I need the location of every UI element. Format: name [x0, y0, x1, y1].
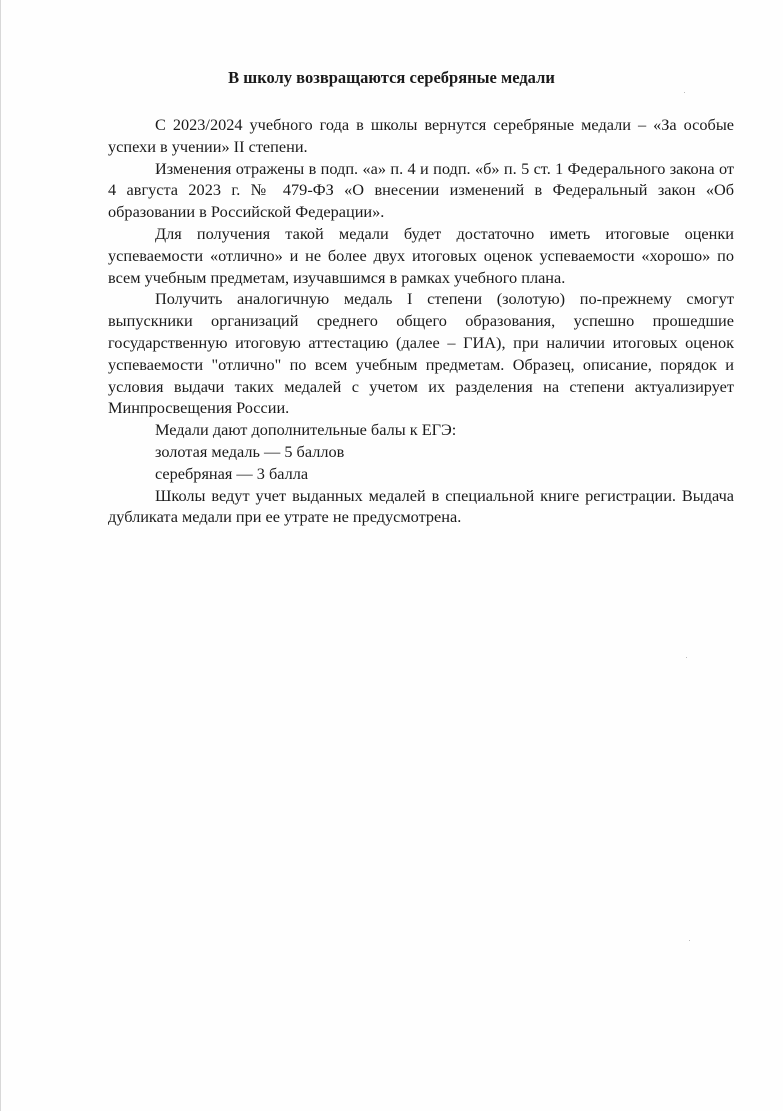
- paragraph-gold-requirements: Получить аналогичную медаль I степени (золотую) по-прежнему смогут выпускники организаций среднего общего образования, успешно прошедшие государственную итоговую аттестацию (далее – ГИА), при наличии итоговых оценок успеваемости "отлично" по всем учебным предметам. Образец, описание, порядок и условия выдачи таких медалей с учетом их разделения на степени актуализирует Минпросвещения России.: [108, 289, 734, 418]
- paragraph-extra-points: Медали дают дополнительные балы к ЕГЭ:: [155, 420, 457, 440]
- scan-speck: [686, 657, 687, 658]
- paragraph-law-reference: Изменения отражены в подп. «а» п. 4 и подп. «б» п. 5 ст. 1 Федерального закона от 4 августа 2023 г. № 479-ФЗ «О внесении изменений в Федеральный закон «Об образовании в Российской Федерации».: [108, 158, 734, 222]
- document-title: В школу возвращаются серебряные медали: [228, 68, 555, 87]
- paragraph-silver-medals-return: С 2023/2024 учебного года в школы вернутся серебряные медали – «За особые успехи в учении» II степени.: [108, 115, 734, 156]
- scan-speck: [684, 92, 685, 93]
- paragraph-silver-requirements: Для получения такой медали будет достаточно иметь итоговые оценки успеваемости «отлично» и не более двух итоговых оценок успеваемости «хорошо» по всем учебным предметам, изучавшимся в рамках учебного плана.: [108, 223, 734, 287]
- list-item-silver-points: серебряная — 3 балла: [155, 463, 309, 483]
- list-item-gold-points: золотая медаль — 5 баллов: [155, 441, 345, 461]
- paragraph-registration: Школы ведут учет выданных медалей в специальной книге регистрации. Выдача дубликата медали при ее утрате не предусмотрена.: [108, 485, 734, 527]
- document-body: [108, 114, 734, 528]
- scan-speck: [689, 940, 690, 941]
